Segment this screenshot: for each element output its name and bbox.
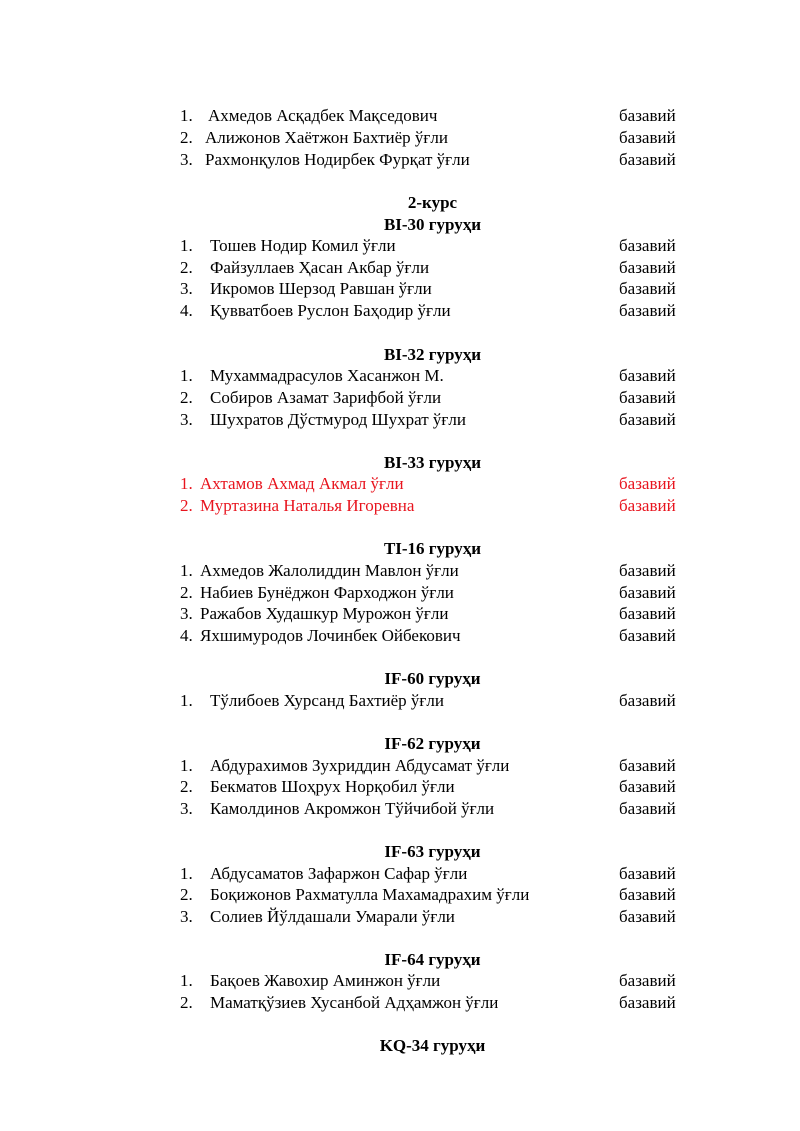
list-item: [180, 560, 685, 582]
list-item: [180, 409, 685, 431]
status-label: базавий: [619, 474, 676, 493]
item-number: 2.: [180, 258, 193, 277]
list-item: [180, 149, 685, 171]
item-number: 4.: [180, 301, 193, 320]
item-number: 1.: [180, 864, 193, 883]
student-name: Ахмедов Жалолиддин Мавлон ўғли: [200, 561, 459, 580]
list-item: [180, 603, 685, 625]
student-name: Боқижонов Рахматулла Махамадрахим ўғли: [210, 885, 530, 904]
status-label: базавий: [619, 388, 676, 407]
list-item: [180, 798, 685, 820]
list-item: [180, 625, 685, 647]
status-label: базавий: [619, 907, 676, 926]
student-name: Қувватбоев Руслон Баҳодир ўғли: [210, 301, 451, 320]
status-label: базавий: [619, 756, 676, 775]
student-name: Абдурахимов Зухриддин Абдусамат ўғли: [210, 756, 510, 775]
status-label: базавий: [619, 150, 676, 169]
item-number: 3.: [180, 279, 193, 298]
status-label: базавий: [619, 561, 676, 580]
item-number: 3.: [180, 907, 193, 926]
item-number: 2.: [180, 496, 193, 515]
group-title: BI-33 гуруҳи: [383, 453, 482, 472]
student-name: Шухратов Дўстмурод Шухрат ўғли: [210, 410, 466, 429]
student-name: Солиев Йўлдашали Умарали ўғли: [210, 907, 455, 926]
student-name: Тўлибоев Хурсанд Бахтиёр ўғли: [210, 691, 444, 710]
student-name: Бақоев Жавохир Аминжон ўғли: [210, 971, 441, 990]
student-name: Муртазина Наталья Игоревна: [200, 496, 415, 515]
status-label: базавий: [619, 993, 676, 1012]
list-item: [180, 970, 685, 992]
item-number: 4.: [180, 626, 193, 645]
status-label: базавий: [619, 971, 676, 990]
student-name: Ахтамов Ахмад Акмал ўғли: [200, 474, 404, 493]
item-number: 3.: [180, 410, 193, 429]
status-label: базавий: [619, 258, 676, 277]
list-item: [180, 582, 685, 604]
status-label: базавий: [619, 106, 676, 125]
status-label: базавий: [619, 128, 676, 147]
list-item: [180, 300, 685, 322]
status-label: базавий: [619, 496, 676, 515]
student-name: Камолдинов Акромжон Тўйчибой ўғли: [210, 799, 495, 818]
list-item: [180, 235, 685, 257]
group-title: IF-60 гуруҳи: [384, 669, 481, 688]
list-item: [180, 690, 685, 712]
status-label: базавий: [619, 366, 676, 385]
list-item: [180, 776, 685, 798]
student-name: Яхшимуродов Лочинбек Ойбекович: [200, 626, 461, 645]
group-title: IF-62 гуруҳи: [384, 734, 481, 753]
list-item: [180, 387, 685, 409]
status-label: базавий: [619, 799, 676, 818]
group-title: BI-30 гуруҳи: [383, 215, 482, 234]
status-label: базавий: [619, 583, 676, 602]
student-name: Файзуллаев Ҳасан Акбар ўғли: [210, 258, 430, 277]
list-item: [180, 992, 685, 1014]
student-name: Собиров Азамат Зарифбой ўғли: [210, 388, 442, 407]
group-title: IF-64 гуруҳи: [384, 950, 481, 969]
list-item-highlighted: [180, 495, 685, 517]
status-label: базавий: [619, 626, 676, 645]
list-item-highlighted: [180, 473, 685, 495]
student-name: Алижонов Хаётжон Бахтиёр ўғли: [205, 128, 448, 147]
item-number: 1.: [180, 106, 193, 125]
status-label: базавий: [619, 864, 676, 883]
status-label: базавий: [619, 410, 676, 429]
student-name: Рахмонқулов Нодирбек Фурқат ўғли: [205, 150, 470, 169]
status-label: базавий: [619, 604, 676, 623]
list-item: [180, 105, 685, 127]
group-title: TI-16 гуруҳи: [383, 539, 482, 558]
list-item: [180, 863, 685, 885]
item-number: 2.: [180, 388, 193, 407]
item-number: 2.: [180, 128, 193, 147]
group-title: BI-32 гуруҳи: [383, 345, 482, 364]
item-number: 1.: [180, 756, 193, 775]
student-name: Абдусаматов Зафаржон Сафар ўғли: [210, 864, 468, 883]
status-label: базавий: [619, 301, 676, 320]
list-item: [180, 127, 685, 149]
item-number: 2.: [180, 777, 193, 796]
status-label: базавий: [619, 777, 676, 796]
list-item: [180, 906, 685, 928]
group-title: IF-63 гуруҳи: [384, 842, 481, 861]
status-label: базавий: [619, 885, 676, 904]
student-name: Мухаммадрасулов Хасанжон М.: [210, 366, 444, 385]
student-name: Ахмедов Асқадбек Мақседович: [208, 106, 438, 125]
list-item: [180, 257, 685, 279]
group-title: KQ-34 гуруҳи: [379, 1036, 486, 1055]
student-name: Маматқўзиев Хусанбой Адҳамжон ўғли: [210, 993, 499, 1012]
item-number: 3.: [180, 604, 193, 623]
course-title: 2-курс: [407, 193, 458, 212]
student-name: Икромов Шерзод Равшан ўғли: [210, 279, 432, 298]
item-number: 1.: [180, 971, 193, 990]
item-number: 2.: [180, 583, 193, 602]
status-label: базавий: [619, 236, 676, 255]
status-label: базавий: [619, 279, 676, 298]
item-number: 3.: [180, 799, 193, 818]
item-number: 1.: [180, 366, 193, 385]
list-item: [180, 755, 685, 777]
item-number: 1.: [180, 236, 193, 255]
item-number: 1.: [180, 561, 193, 580]
student-name: Бекматов Шоҳрух Норқобил ўғли: [210, 777, 455, 796]
item-number: 1.: [180, 691, 193, 710]
list-item: [180, 365, 685, 387]
student-name: Набиев Бунёджон Фарходжон ўғли: [200, 583, 454, 602]
list-item: [180, 884, 685, 906]
item-number: 1.: [180, 474, 193, 493]
item-number: 2.: [180, 993, 193, 1012]
student-name: Тошев Нодир Комил ўғли: [210, 236, 396, 255]
item-number: 2.: [180, 885, 193, 904]
student-name: Ражабов Худашкур Мурожон ўғли: [200, 604, 449, 623]
list-item: [180, 278, 685, 300]
status-label: базавий: [619, 691, 676, 710]
item-number: 3.: [180, 150, 193, 169]
